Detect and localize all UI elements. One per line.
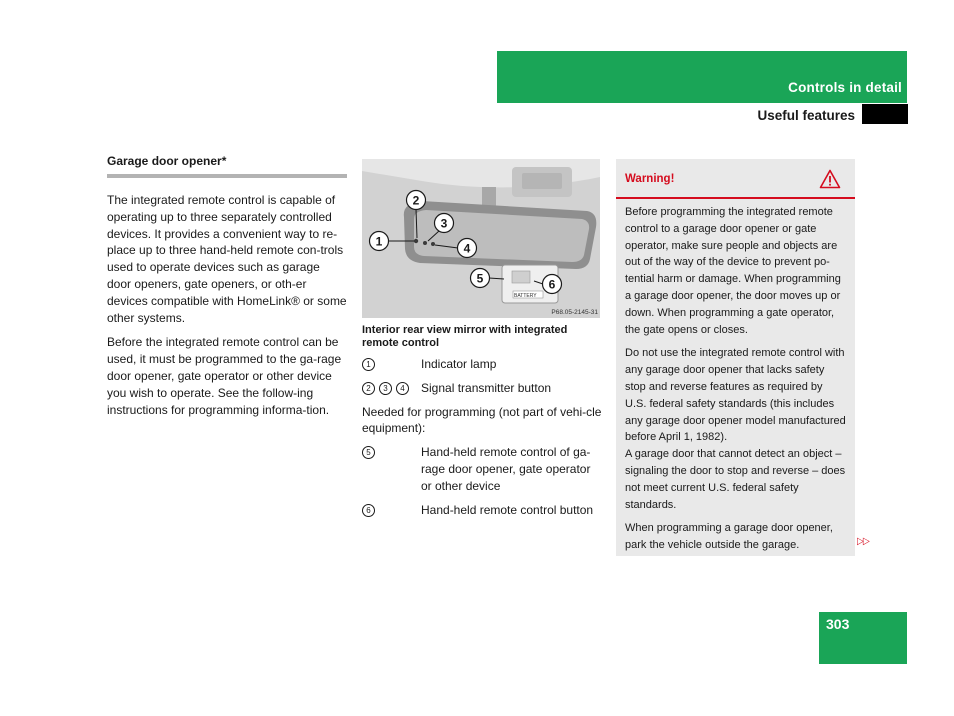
warning-paragraph: Before programming the integrated remote control to a garage door opener or gate operator, make sure people and objects are out of the way of the device to prevent po-tential harm or damage. When programming a garage door opener, the door moves up or down. When programming a gate operator, the gate opens or closes.: [625, 206, 841, 336]
middle-column: [362, 159, 602, 518]
warning-header: [616, 159, 855, 199]
callout-2: 2: [412, 193, 420, 208]
legend-number: 3: [379, 382, 392, 395]
callout-5: 5: [476, 271, 484, 286]
legend-text: Indicator lamp: [421, 357, 497, 371]
subsection-tab-marker: [862, 104, 908, 124]
device-label: BATTERY: [514, 293, 537, 299]
section-title: Controls in detail: [788, 80, 902, 95]
mirror-figure: [362, 159, 600, 318]
subsection-title: Useful features: [757, 108, 855, 123]
warning-paragraph: Do not use the integrated remote control with any garage door opener that lacks safety stop and reverse features as required by U.S. federal safety standards (this includes any garage door opener model manufactured before April 1, 1982). A garage door that cannot detect an object – signaling the door to stop and reverse – does not meet current U.S. federal safety standards.: [625, 347, 846, 511]
legend-item: [362, 444, 602, 494]
figure-caption: Interior rear view mirror with integrated remote control: [362, 324, 568, 349]
image-code: P68.05-2145-31: [551, 309, 598, 316]
warning-title: Warning!: [625, 173, 675, 185]
legend-number: 5: [362, 446, 375, 459]
legend-item: [362, 356, 602, 373]
page-number: 303: [826, 616, 850, 632]
warning-triangle-icon: [819, 169, 841, 189]
header-green-block: [497, 51, 907, 103]
left-column: [107, 154, 347, 426]
paragraph: Before the integrated remote control can be used, it must be programmed to the ga-rage door opener, gate operator or other device you wish to operate. See the follow-ing instructions for programming informa-tion.: [107, 335, 342, 417]
legend-item: [362, 380, 602, 397]
paragraph: The integrated remote control is capable of operating up to three separately controlled devices. It provides a convenient way to re-place up to three hand-held remote con-trols used to operate devices such as garage door openers, gate openers, or oth-er devices compatible with HomeLink® or some other systems.: [107, 193, 347, 325]
needed-note: Needed for programming (not part of vehi-cle equipment):: [362, 404, 602, 436]
warning-paragraph: When programming a garage door opener, park the vehicle outside the garage.: [625, 522, 833, 552]
legend-text: Hand-held remote control of ga-rage door opener, gate operator or other device: [421, 445, 591, 493]
warning-box: [616, 159, 855, 556]
continue-arrows-icon: ▷▷: [857, 536, 869, 547]
legend-number: 4: [396, 382, 409, 395]
legend-item: [362, 502, 602, 519]
warning-body: [616, 199, 855, 554]
legend-number: 6: [362, 504, 375, 517]
callout-1: 1: [375, 234, 383, 249]
legend-text: Signal transmitter button: [421, 380, 552, 395]
legend-number: 1: [362, 358, 375, 371]
section-heading: Garage door opener*: [107, 154, 347, 178]
legend-text: Hand-held remote control button: [421, 502, 594, 517]
legend-number: 2: [362, 382, 375, 395]
callout-4: 4: [463, 241, 471, 256]
callout-3: 3: [440, 216, 448, 231]
callout-6: 6: [548, 277, 556, 292]
